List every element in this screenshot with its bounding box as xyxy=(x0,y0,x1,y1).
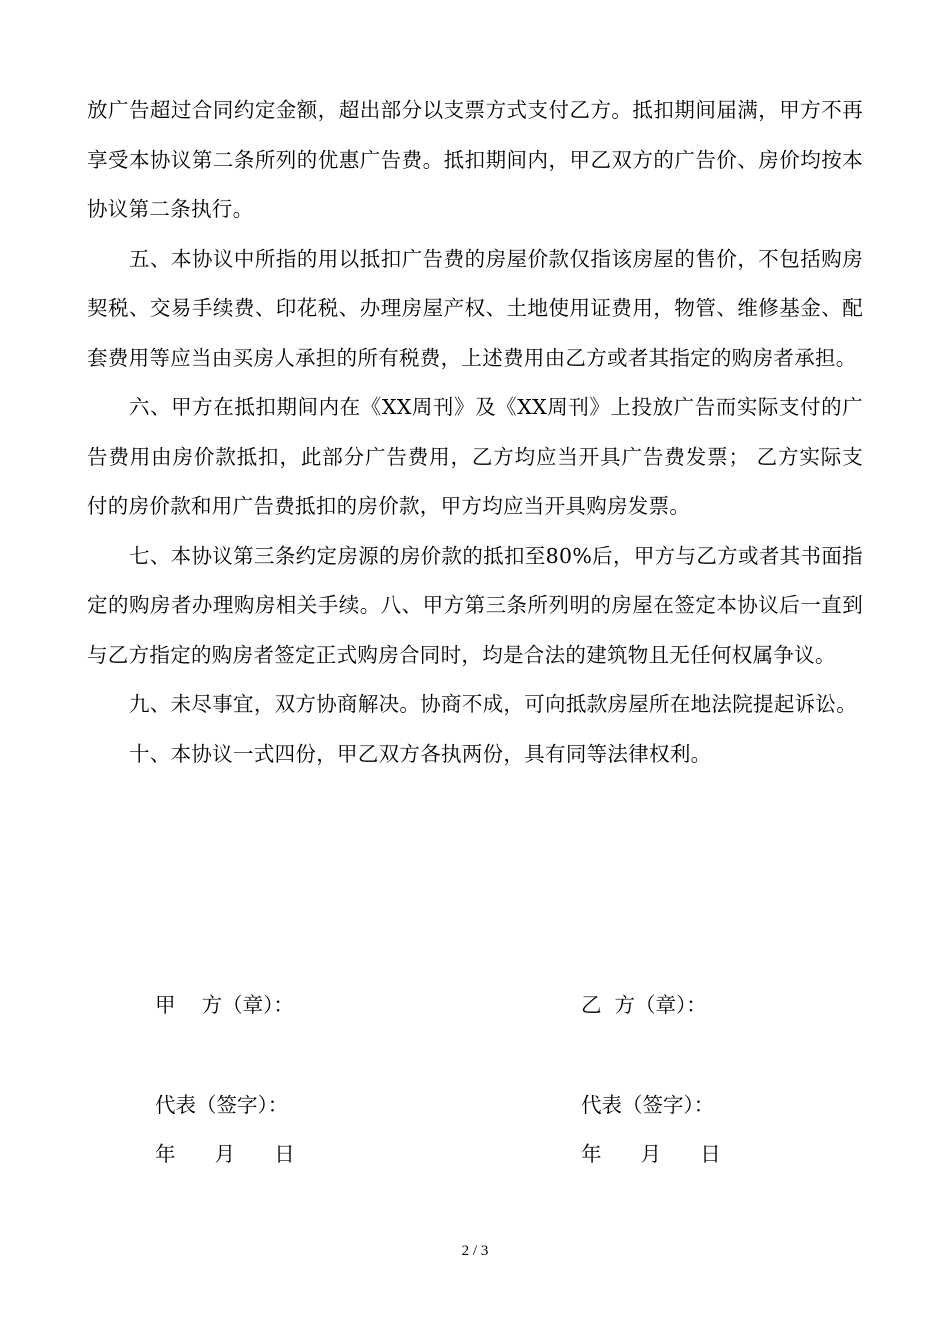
paragraph-clause-10: 十、本协议一式四份，甲乙双方各执两份，具有同等法律权利。 xyxy=(129,741,712,766)
party-a-rep-label: 代表（签字）： xyxy=(155,1093,289,1117)
contract-body xyxy=(87,86,863,779)
party-b-date-label: 年 月 日 xyxy=(581,1142,721,1166)
paragraph-clause-5: 五、本协议中所指的用以抵扣广告费的房屋价款仅指该房屋的售价，不包括购房契税、交易手续费、印花税、办理房屋产权、土地使用证费用，物管、维修基金、配套费用等应当由买房人承担的所有税费，上述费用由乙方或者其指定的购房者承担。 xyxy=(87,246,863,370)
paragraph-clause-9: 九、未尽事宜，双方协商解决。协商不成，可向抵款房屋所在地法院提起诉讼。 xyxy=(129,692,858,716)
party-b-rep-label: 代表（签字）： xyxy=(581,1093,715,1117)
paragraph-clause-6: 六、甲方在抵扣期间内在《XX周刊》及《XX周刊》上投放广告而实际支付的广告费用由房价款抵扣，此部分广告费用，乙方均应当开具广告费发票； 乙方实际支付的房价款和用广告费抵扣的房价款，甲方均应当开具购房发票。 xyxy=(87,395,863,518)
page-number: 2 / 3 xyxy=(461,1243,489,1259)
party-a-date-label: 年 月 日 xyxy=(155,1142,295,1166)
paragraph-clause-7-8: 七、本协议第三条约定房源的房价款的抵扣至80%后，甲方与乙方或者其书面指定的购房者办理购房相关手续。八、甲方第三条所列明的房屋在签定本协议后一直到与乙方指定的购房者签定正式购房合同时，均是合法的建筑物且无任何权属争议。 xyxy=(87,543,863,667)
party-a-seal-label: 甲 方（章）： xyxy=(155,993,294,1017)
party-b-seal-label: 乙 方（章）： xyxy=(581,993,707,1017)
paragraph-continuation: 放广告超过合同约定金额，超出部分以支票方式支付乙方。抵扣期间届满，甲方不再享受本协议第二条所列的优惠广告费。抵扣期间内，甲乙双方的广告价、房价均按本协议第二条执行。 xyxy=(87,98,863,221)
